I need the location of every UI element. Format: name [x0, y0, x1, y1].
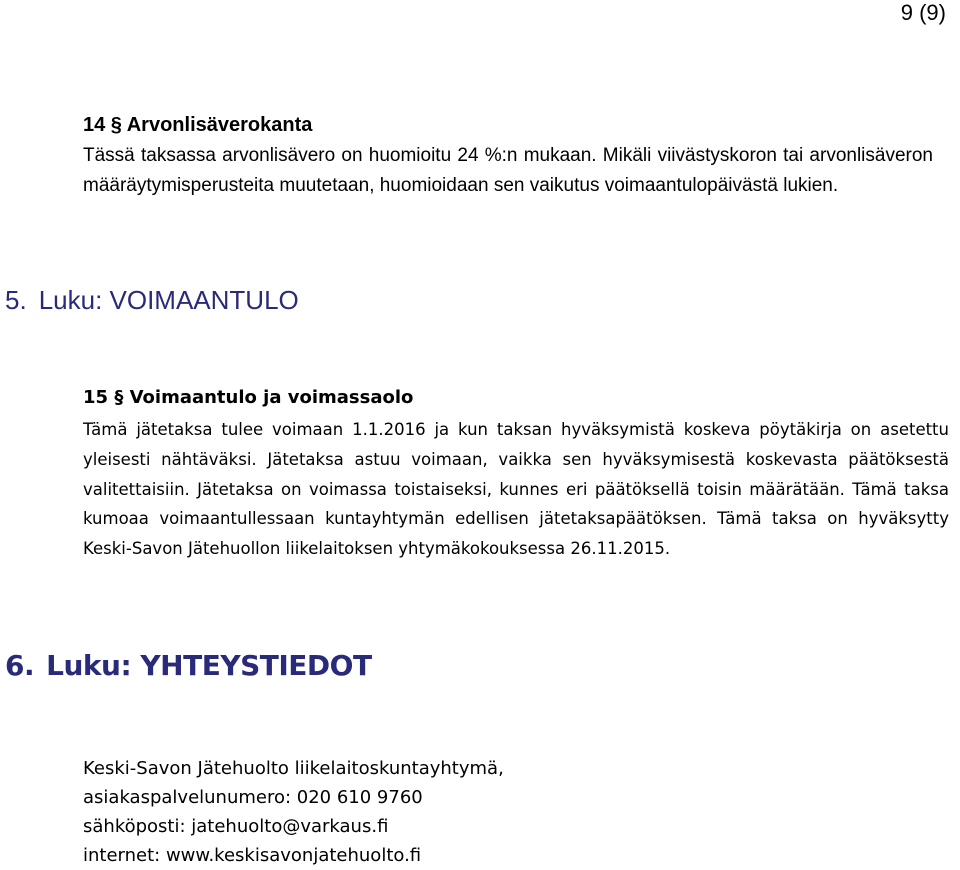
- contact-website: internet: www.keskisavonjatehuolto.fi: [83, 845, 422, 866]
- chapter-6-title: [5, 648, 372, 684]
- chapter-5-number: 5.: [5, 285, 27, 315]
- section-15-heading: 15 § Voimaantulo ja voimassaolo: [83, 387, 414, 408]
- chapter-5-label: Luku: VOIMAANTULO: [38, 285, 299, 315]
- contact-phone: asiakaspalvelunumero: 020 610 9760: [83, 787, 423, 808]
- section-15-entry-into-force: [83, 386, 949, 564]
- chapter-5-title: [5, 283, 299, 317]
- chapter-6-label: Luku: YHTEYSTIEDOT: [46, 649, 372, 682]
- page-number: 9 (9): [900, 0, 946, 25]
- section-14-heading: 14 § Arvonlisäverokanta: [83, 114, 313, 136]
- section-15-paragraph: Tämä jätetaksa tulee voimaan 1.1.2016 ja kun taksan hyväksymistä koskeva pöytäkirja on asetettu yleisesti nähtäväksi. Jätetaksa astuu voimaan, vaikka sen hyväksymisestä koskevasta päätöksestä valitettaisiin. Jätetaksa on voimassa toistaiseksi, kunnes eri päätöksellä toisin määrätään. Tämä taksa kumoaa voimaantullessaan kuntayhtymän edellisen jätetaksapäätöksen. Tämä taksa on hyväksytty Keski-Savon Jätehuollon liikelaitoksen yhtymäkokouksessa 26.11.2015.: [83, 420, 949, 559]
- contact-organization: Keski-Savon Jätehuolto liikelaitoskuntayhtymä,: [83, 758, 504, 779]
- contact-email: sähköposti: jatehuolto@varkaus.fi: [83, 816, 389, 837]
- chapter-6-number: 6.: [5, 649, 35, 682]
- contact-info: [83, 754, 504, 870]
- section-14-paragraph: Tässä taksassa arvonlisävero on huomioitu 24 %:n mukaan. Mikäli viivästyskoron tai arvonlisäveron määräytymisperusteita muutetaan, huomioidaan sen vaikutus voimaantulopäivästä lukien.: [83, 145, 933, 196]
- section-14-vat-rate: [83, 112, 933, 201]
